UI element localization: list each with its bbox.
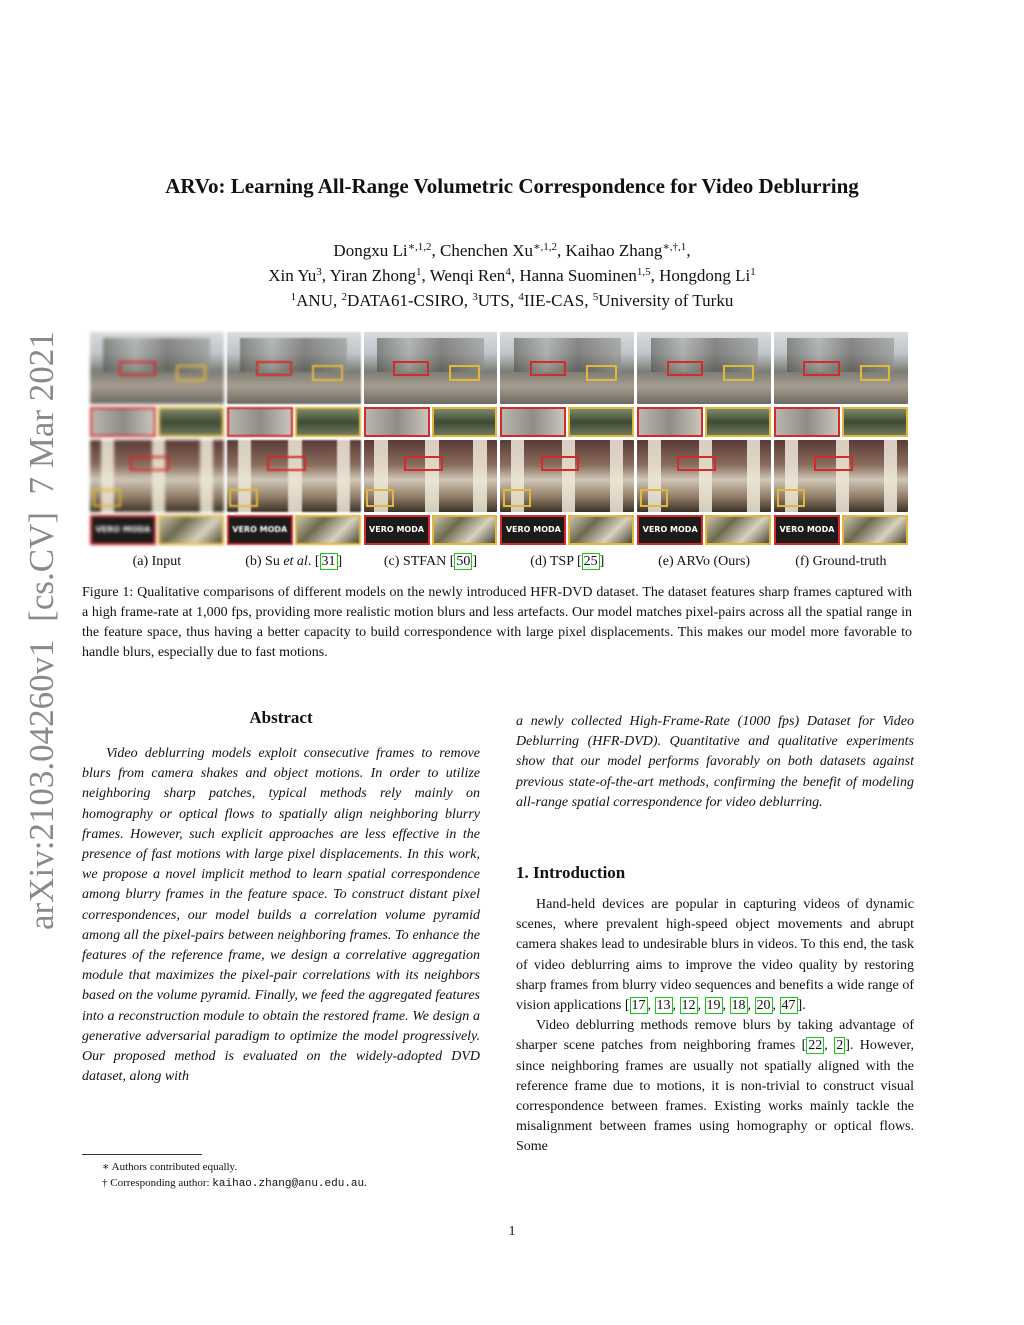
footnote-corresponding-author: [82, 1175, 480, 1192]
red-crop-patch: [637, 515, 703, 545]
author-email-link[interactable]: kaihao.zhang@anu.edu.au: [212, 1178, 365, 1190]
yellow-crop-patch: [842, 407, 908, 437]
intro-paragraph-1: [516, 895, 914, 1016]
red-crop-box: [814, 456, 853, 472]
author-block: [0, 238, 1024, 313]
figure-column: [500, 332, 634, 548]
scene-image-plaza: [364, 332, 498, 404]
red-crop-box: [404, 456, 443, 472]
affiliation-marker: 4: [518, 291, 524, 303]
abstract-heading: Abstract: [249, 708, 313, 727]
crop-pair-row-2: [364, 515, 498, 545]
abstract-continuation: a newly collected High-Frame-Rate (1000 fps) Dataset for Video Deblurring (HFR-DVD). Quantitative and qualitative experiments show that our model performs favorably on both datasets against previous state-of-the-art methods, confirming the benefit of modeling all-range spatial correspondence for video deblurring.: [516, 714, 914, 810]
storefront-sign-text: VERO MODA: [232, 525, 288, 534]
yellow-crop-patch: [295, 515, 361, 545]
scene-image-plaza: [774, 332, 908, 404]
storefront-sign-text: VERO MODA: [505, 525, 561, 534]
citation-link[interactable]: 50: [456, 554, 471, 569]
citation-link[interactable]: 13: [656, 998, 671, 1014]
scene-column: [425, 440, 438, 512]
scene-column: [562, 440, 575, 512]
red-crop-box: [119, 361, 155, 377]
figure-column: [227, 332, 361, 548]
footnote-text: Authors contributed equally.: [111, 1161, 238, 1173]
yellow-crop-patch: [705, 515, 771, 545]
crop-pair-row-1: [774, 407, 908, 437]
storefront-sign-text: VERO MODA: [642, 525, 698, 534]
author-name: Chenchen $Xu^{∗,1,2}$,: [440, 241, 566, 260]
red-crop-patch: [227, 515, 293, 545]
affiliation-marker: 1,5: [636, 266, 651, 278]
yellow-crop-patch: [158, 407, 224, 437]
scene-image-storefront: [364, 440, 498, 512]
crop-pair-row-2: [227, 515, 361, 545]
footnote-text: Corresponding author:: [110, 1177, 213, 1189]
affiliation-marker: 1: [416, 266, 422, 278]
figure-1-caption: Figure 1: Qualitative comparisons of different models on the newly introduced HFR-DVD dataset. The dataset features sharp frames captured with a high frame-rate at 1,000 fps, providing more realistic motion blurs and less artefacts. Our model matches pixel-pairs across all the spatial range in the feature space, thus having a better capacity to build correspondence with large pixel displacements. This makes our model more favorable to handle blurs, especially due to fast motions.: [82, 585, 912, 660]
author-name: Dongxu $Li^{∗,1,2}$,: [333, 241, 441, 260]
abstract-body: Video deblurring models exploit consecutive frames to remove blurs from camera shakes and object motions. In order to utilize neighboring sharp patches, typical methods rely mainly on homography or optical flows to spatially align neighboring blurry frames. However, such explicit approaches are less effective in the presence of fast motions with large pixel displacements. In this work, we propose a novel implicit method to learn spatial correspondence among blurry frames in the feature space. To construct distant pixel correspondences, our model builds a correlation volume pyramid among all the pixel-pairs between neighboring frames. To enhance the features of the reference frame, we design a correlative aggregation module that maximizes the pixel-pair correlations with its neighbors based on the volume pyramid. Finally, we feed the aggregated features into a reconstruction module to obtain the restored frame. We design a generative adversarial paradigm to optimize the model progressively. Our proposed method is evaluated on the widely-adopted DVD dataset, along with: [82, 746, 480, 1085]
red-crop-patch: [500, 515, 566, 545]
footnote-equal-contribution: [82, 1159, 480, 1175]
scene-image-storefront: [90, 440, 224, 512]
affiliation-marker: 1: [750, 266, 756, 278]
scene-column: [699, 440, 712, 512]
subcaption: (e) ARVo (Ours): [658, 554, 751, 569]
page-number: 1: [508, 1224, 516, 1239]
yellow-crop-patch: [842, 515, 908, 545]
affiliations: [0, 288, 1024, 313]
red-crop-box: [667, 361, 703, 377]
red-crop-box: [267, 456, 306, 472]
introduction-heading: 1. Introduction: [516, 863, 626, 883]
yellow-crop-patch: [432, 407, 498, 437]
yellow-crop-box: [723, 365, 754, 381]
figure-column: [364, 332, 498, 548]
affiliation-marker: 3: [472, 291, 478, 303]
scene-image-plaza: [500, 332, 634, 404]
author-name: Wenqi Ren$^4$,: [429, 266, 520, 285]
crop-pair-row-2: [774, 515, 908, 545]
scene-column: [288, 440, 301, 512]
paper-title: ARVo: Learning All-Range Volumetric Correspondence for Video Deblurring: [165, 174, 859, 198]
subcaption: (d) TSP [ 25 ]: [530, 554, 605, 569]
scene-image-plaza: [227, 332, 361, 404]
author-name: $^1$ANU,: [290, 291, 342, 310]
yellow-crop-patch: [705, 407, 771, 437]
figure-subcaptions: [90, 554, 908, 570]
yellow-crop-patch: [568, 407, 634, 437]
red-crop-patch: [227, 407, 293, 437]
red-crop-patch: [364, 515, 430, 545]
footnote-mark: ∗: [102, 1161, 110, 1173]
scene-column: [337, 440, 350, 512]
red-crop-box: [393, 361, 429, 377]
author-name: Xin Yu$^3$,: [268, 266, 330, 285]
citation-link[interactable]: 22: [808, 1038, 823, 1054]
yellow-crop-patch: [158, 515, 224, 545]
subcaption: (b) Su et al. [ 31 ]: [245, 554, 343, 569]
yellow-crop-patch: [295, 407, 361, 437]
red-crop-patch: [90, 515, 156, 545]
scene-image-storefront: [637, 440, 771, 512]
affiliation-marker: 4: [505, 266, 511, 278]
citation-link[interactable]: 19: [706, 998, 721, 1014]
affiliation-marker: ∗,1,2: [407, 241, 432, 253]
crop-pair-row-2: [637, 515, 771, 545]
scene-column: [200, 440, 213, 512]
citation-link[interactable]: 12: [681, 998, 696, 1014]
scene-column: [152, 440, 165, 512]
red-crop-box: [677, 456, 716, 472]
crop-pair-row-1: [227, 407, 361, 437]
scene-column: [884, 440, 897, 512]
scene-image-plaza: [637, 332, 771, 404]
scene-image-storefront: [774, 440, 908, 512]
intro-p1-end: ].: [797, 998, 806, 1014]
crop-pair-row-1: [90, 407, 224, 437]
author-name: $^4$IIE-CAS,: [518, 291, 593, 310]
intro-p2-text: Video deblurring methods remove blurs by taking advantage of sharper scene patches from neighboring frames [: [516, 1018, 914, 1054]
red-crop-box: [256, 361, 292, 377]
crop-pair-row-1: [364, 407, 498, 437]
yellow-crop-box: [93, 489, 121, 507]
subcaption-et-al: et al: [283, 554, 308, 569]
yellow-crop-box: [586, 365, 617, 381]
affiliation-marker: 2: [341, 291, 347, 303]
citation-link[interactable]: 25: [583, 554, 598, 569]
red-crop-patch: [637, 407, 703, 437]
affiliation-marker: ∗,†,1: [662, 241, 687, 253]
crop-pair-row-2: [500, 515, 634, 545]
figure-column: [637, 332, 771, 548]
crop-pair-row-1: [637, 407, 771, 437]
intro-p2-end: ]. However, since neighboring frames are usually not spatially aligned with the reference frame due to motions, it is non-trivial to construct visual correspondence between frames. Existing works mainly tackle the misalignment between frames using homography or optical flows. Some: [516, 1038, 914, 1155]
figure-column: [90, 332, 224, 548]
scene-image-plaza: [90, 332, 224, 404]
scene-image-storefront: [227, 440, 361, 512]
red-crop-patch: [500, 407, 566, 437]
storefront-sign-text: VERO MODA: [95, 525, 151, 534]
yellow-crop-patch: [432, 515, 498, 545]
scene-column: [836, 440, 849, 512]
yellow-crop-box: [176, 365, 207, 381]
subcaption: (c) STFAN [ 50 ]: [383, 554, 478, 569]
yellow-crop-patch: [568, 515, 634, 545]
yellow-crop-box: [777, 489, 805, 507]
author-line-1: [0, 238, 1024, 263]
right-column: [516, 712, 914, 1158]
citation-link[interactable]: 31: [321, 554, 336, 569]
citation-link[interactable]: 20: [756, 998, 771, 1014]
citation-link[interactable]: 17: [631, 998, 646, 1014]
arxiv-identifier: arXiv:2103.04260v1 [cs.CV] 7 Mar 2021: [22, 331, 61, 930]
yellow-crop-box: [229, 489, 257, 507]
affiliation-marker: ∗,1,2: [533, 241, 558, 253]
scene-column: [747, 440, 760, 512]
yellow-crop-box: [449, 365, 480, 381]
citation-link[interactable]: 18: [731, 998, 746, 1014]
red-crop-patch: [774, 515, 840, 545]
author-name: $^3$UTS,: [472, 291, 519, 310]
author-line-2: [0, 263, 1024, 288]
scene-column: [610, 440, 623, 512]
subcaption: (a) Input: [132, 554, 182, 569]
footnote-mark: †: [102, 1177, 108, 1189]
author-name: Kaihao Zhang$^{∗,\dagger,1}$,: [565, 241, 691, 260]
storefront-sign-text: VERO MODA: [369, 525, 425, 534]
intro-paragraph-2: [516, 1016, 914, 1157]
crop-pair-row-2: [90, 515, 224, 545]
scene-image-storefront: [500, 440, 634, 512]
red-crop-patch: [774, 407, 840, 437]
scene-column: [473, 440, 486, 512]
affiliation-marker: 3: [316, 266, 322, 278]
citation-link[interactable]: 47: [781, 998, 796, 1014]
storefront-sign-text: VERO MODA: [779, 525, 835, 534]
subcaption: (f) Ground-truth: [795, 554, 887, 569]
red-crop-box: [803, 361, 839, 377]
intro-p2-citations: 22 , 2: [808, 1038, 844, 1054]
red-crop-patch: [364, 407, 430, 437]
intro-p1-citations: 17 , 13 , 12 , 19 , 18 , 20 , 47: [631, 998, 796, 1014]
affiliation-marker: 5: [592, 291, 599, 303]
yellow-crop-box: [312, 365, 343, 381]
footnote-end: .: [364, 1177, 367, 1189]
yellow-crop-box: [860, 365, 891, 381]
yellow-crop-box: [640, 489, 668, 507]
footnote-rule: [82, 1154, 202, 1155]
crop-pair-row-1: [500, 407, 634, 437]
author-name: $^2$DATA61-CSIRO,: [341, 291, 473, 310]
author-name: Hongdong Li$^1$: [659, 266, 756, 285]
author-name: $^5$University of Turku: [592, 291, 734, 310]
author-name: Hanna Suominen$^{1,5}$,: [519, 266, 660, 285]
author-name: Yiran Zhong$^1$,: [329, 266, 430, 285]
affiliation-marker: 1: [290, 291, 297, 303]
red-crop-patch: [90, 407, 156, 437]
red-crop-box: [541, 456, 580, 472]
red-crop-box: [130, 456, 169, 472]
left-column: [82, 708, 480, 1087]
footnotes: [82, 1154, 480, 1192]
yellow-crop-box: [366, 489, 394, 507]
citation-link[interactable]: 2: [836, 1038, 844, 1054]
intro-p1-text: Hand-held devices are popular in capturing videos of dynamic scenes, where prevalent high-speed object movements and abrupt camera shakes lead to undesirable blurs in videos. To this end, the task of video deblurring aims to improve the video quality by restoring sharp frames from blurry video sequences and benefits a wide range of vision applications [: [516, 897, 914, 1014]
figure-1-image-grid: [90, 332, 908, 548]
figure-column: [774, 332, 908, 548]
red-crop-box: [530, 361, 566, 377]
yellow-crop-box: [503, 489, 531, 507]
